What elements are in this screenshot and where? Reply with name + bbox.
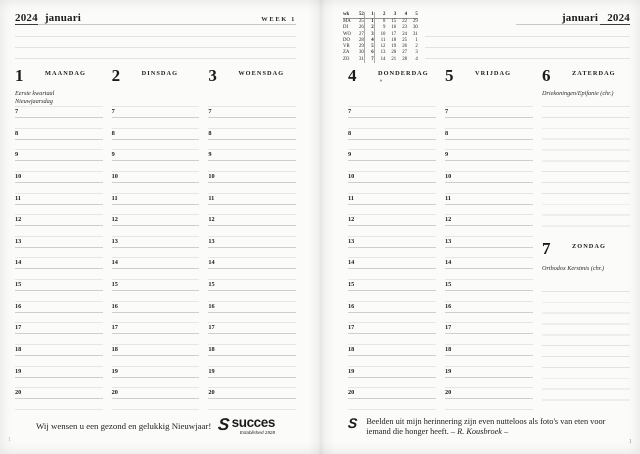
- hour-label: 17: [445, 324, 452, 332]
- day-column-vrijdag: [445, 66, 533, 410]
- hour-label: 15: [208, 281, 215, 289]
- month-label: januari: [44, 12, 82, 24]
- hour-row: [15, 367, 103, 389]
- hour-row: [445, 107, 533, 129]
- hour-label: 11: [445, 194, 451, 202]
- hour-row: [15, 150, 103, 172]
- hour-label: 11: [111, 194, 118, 202]
- hour-label: 20: [445, 389, 452, 397]
- hour-label: 19: [348, 367, 355, 375]
- holiday-notes: [542, 90, 630, 106]
- hour-row: [348, 215, 436, 237]
- sunday-header: [542, 234, 630, 281]
- mini-cal-current-week: 5: [364, 44, 375, 50]
- hour-row: [15, 194, 103, 216]
- hour-label: 12: [208, 216, 215, 224]
- hour-row: [15, 323, 103, 345]
- hour-row: [348, 107, 436, 129]
- hour-label: 19: [15, 367, 22, 375]
- hour-label: 13: [445, 237, 452, 245]
- holiday-notes: [542, 265, 630, 281]
- hour-row: [112, 172, 200, 194]
- page-number: 1: [8, 436, 12, 443]
- hour-row: [15, 258, 103, 280]
- hour-label: 8: [15, 129, 19, 137]
- right-page: [321, 0, 640, 454]
- day-name: ZATERDAG: [572, 70, 616, 77]
- mini-calendar-row: WO 27 3 10 17 24 31: [343, 31, 418, 37]
- hour-row: [15, 345, 103, 367]
- hour-row: [112, 129, 200, 151]
- mini-cal-current-week: 7: [364, 57, 375, 63]
- hour-row: [112, 367, 200, 389]
- day-number: 3: [208, 66, 217, 85]
- day-column-dinsdag: [112, 66, 200, 410]
- year-label: 2024: [15, 12, 38, 24]
- holiday-notes: [348, 90, 436, 106]
- hour-label: 12: [348, 216, 355, 224]
- quote-text: Beelden uit mijn herinnering zijn even nutteloos als foto's van eten voor iemand die honger heeft.: [366, 417, 606, 437]
- hour-label: 17: [111, 324, 118, 332]
- hour-row: [348, 258, 436, 280]
- hour-row: [112, 388, 200, 410]
- hour-label: 16: [348, 302, 355, 310]
- left-footer: [15, 417, 296, 435]
- hour-label: 18: [208, 346, 215, 354]
- hour-label: 7: [445, 108, 449, 115]
- mini-cal-day-label: DO: [343, 37, 350, 43]
- header-rule: [15, 24, 296, 25]
- mini-cal-day-label: DI: [343, 25, 349, 31]
- holiday-note: Eerste kwartaal: [15, 90, 55, 97]
- hour-row: [348, 323, 436, 345]
- hour-label: 11: [208, 194, 215, 202]
- hour-row: [445, 323, 533, 345]
- mini-cal-day-label: WO: [343, 31, 351, 37]
- hour-row: [208, 107, 296, 129]
- brand-name: succes: [231, 415, 275, 430]
- hour-row: [112, 194, 200, 216]
- holiday-note: Nieuwjaarsdag: [15, 97, 53, 105]
- hour-row: [112, 237, 200, 259]
- holiday-notes: [208, 90, 296, 106]
- hour-label: 18: [111, 346, 118, 354]
- week-label: WEEK 1: [261, 16, 296, 23]
- hour-label: 14: [445, 259, 452, 267]
- hour-row: [112, 280, 200, 302]
- hour-row: [208, 150, 296, 172]
- month-label: januari: [561, 12, 599, 24]
- hour-label: 18: [348, 346, 355, 354]
- right-day-grid: [348, 66, 630, 410]
- mini-cal-day-label: ZO: [343, 56, 350, 62]
- hour-label: 13: [111, 237, 118, 245]
- header-note-lines: [425, 26, 630, 60]
- hour-row: [348, 345, 436, 367]
- sunday-note-lines: [542, 281, 630, 410]
- hour-row: [15, 280, 103, 302]
- hour-row: [208, 172, 296, 194]
- hour-row: [15, 172, 103, 194]
- hour-row: [112, 215, 200, 237]
- holiday-notes: [112, 90, 200, 106]
- hour-label: 10: [445, 172, 452, 180]
- day-number: 4: [348, 66, 357, 85]
- hour-label: 11: [15, 194, 21, 202]
- day-number: 2: [111, 66, 121, 85]
- hour-row: [348, 194, 436, 216]
- hour-label: 9: [348, 151, 352, 159]
- mini-cal-current-week: 3: [364, 32, 375, 38]
- hour-row: [445, 258, 533, 280]
- hour-label: 9: [445, 151, 449, 159]
- day-name: WOENSDAG: [238, 70, 285, 77]
- saturday-note-lines: [542, 106, 630, 234]
- left-day-grid: [15, 66, 296, 410]
- hour-label: 9: [15, 151, 19, 159]
- hour-label: 19: [208, 367, 215, 375]
- hour-row: [348, 367, 436, 389]
- hour-row: [348, 172, 436, 194]
- hour-label: 16: [15, 302, 22, 310]
- year-underline: [600, 24, 630, 25]
- hour-label: 13: [15, 237, 22, 245]
- mini-cal-current-week: 1: [364, 19, 375, 25]
- mini-cal-current-week: 4: [364, 38, 375, 44]
- day-column-zaterdag-zondag: [542, 66, 630, 410]
- hour-label: 14: [111, 259, 118, 267]
- hour-row: [208, 388, 296, 410]
- hour-label: 12: [111, 216, 118, 224]
- day-column-maandag: [15, 66, 103, 410]
- hour-label: 20: [15, 389, 22, 397]
- hour-label: 10: [348, 172, 355, 180]
- hour-label: 18: [15, 346, 22, 354]
- hour-row: [15, 129, 103, 151]
- moon-phase-icon: ◑: [379, 79, 383, 84]
- hour-label: 10: [15, 172, 22, 180]
- hour-row: [112, 150, 200, 172]
- hour-label: 14: [348, 259, 355, 267]
- mini-calendar: [343, 12, 418, 63]
- hour-label: 14: [208, 259, 215, 267]
- mini-cal-day-label: wk: [343, 12, 350, 17]
- hour-label: 11: [348, 194, 354, 202]
- hour-row: [445, 237, 533, 259]
- hour-row: [445, 280, 533, 302]
- hour-row: [348, 388, 436, 410]
- hour-label: 20: [111, 389, 118, 397]
- mini-cal-current-week: 2: [364, 25, 375, 31]
- holiday-notes: [445, 90, 533, 106]
- day-number: 1: [15, 66, 24, 85]
- hour-row: [208, 258, 296, 280]
- hour-row: [208, 194, 296, 216]
- hour-row: [208, 367, 296, 389]
- hour-label: 20: [348, 389, 355, 397]
- mini-cal-day-label: MA: [343, 19, 351, 24]
- hour-label: 7: [208, 108, 212, 115]
- hour-row: [15, 237, 103, 259]
- hour-label: 15: [111, 281, 118, 289]
- footer-greeting: Wij wensen u een gezond en gelukkig Nieuwjaar!: [35, 421, 212, 431]
- hour-grid: [15, 106, 103, 410]
- hour-row: [445, 129, 533, 151]
- hour-row: [208, 323, 296, 345]
- hour-row: [15, 302, 103, 324]
- hour-label: 17: [15, 324, 22, 332]
- mini-cal-day-label: VR: [343, 44, 350, 50]
- hour-label: 15: [445, 281, 452, 289]
- hour-row: [348, 150, 436, 172]
- logo-s-icon: S: [347, 415, 359, 431]
- header-note-lines: [15, 26, 296, 60]
- quote-author: – R. Kousbroek –: [450, 427, 509, 437]
- hour-row: [208, 215, 296, 237]
- hour-label: 13: [348, 237, 355, 245]
- hour-row: [15, 388, 103, 410]
- hour-label: 7: [111, 108, 115, 115]
- hour-label: 15: [348, 281, 355, 289]
- hour-grid: [348, 106, 436, 410]
- hour-row: [15, 215, 103, 237]
- hour-row: [208, 345, 296, 367]
- hour-label: 8: [208, 129, 212, 137]
- hour-row: [208, 129, 296, 151]
- hour-row: [112, 302, 200, 324]
- year-label: 2024: [607, 12, 630, 24]
- hour-row: [208, 237, 296, 259]
- hour-label: 17: [208, 324, 215, 332]
- hour-label: 10: [111, 172, 118, 180]
- hour-label: 7: [15, 108, 19, 115]
- hour-row: [112, 258, 200, 280]
- hour-row: [445, 215, 533, 237]
- hour-grid: [112, 106, 200, 410]
- hour-label: 16: [445, 302, 452, 310]
- succes-logo: [218, 417, 275, 435]
- hour-row: [445, 345, 533, 367]
- hour-row: [348, 280, 436, 302]
- hour-row: [208, 302, 296, 324]
- hour-label: 13: [208, 237, 215, 245]
- hour-row: [445, 150, 533, 172]
- hour-grid: [208, 106, 296, 410]
- hour-row: [112, 107, 200, 129]
- hour-row: [112, 323, 200, 345]
- hour-grid: [445, 106, 533, 410]
- holiday-notes: [15, 90, 103, 106]
- hour-label: 17: [348, 324, 355, 332]
- right-footer: [348, 417, 630, 437]
- day-column-donderdag: [348, 66, 436, 410]
- hour-row: [348, 129, 436, 151]
- hour-label: 20: [208, 389, 215, 397]
- day-name: ZONDAG: [572, 243, 606, 250]
- mini-cal-day-label: ZA: [343, 50, 350, 56]
- hour-row: [445, 367, 533, 389]
- hour-row: [348, 237, 436, 259]
- hour-label: 12: [445, 216, 452, 224]
- hour-row: [15, 107, 103, 129]
- hour-row: [445, 194, 533, 216]
- mini-calendar-row: ZA 30 6 13 20 27 3: [343, 50, 418, 56]
- hour-label: 19: [111, 367, 118, 375]
- hour-row: [445, 388, 533, 410]
- day-number: 6: [542, 66, 551, 85]
- hour-row: [208, 280, 296, 302]
- day-column-woensdag: [208, 66, 296, 410]
- hour-label: 18: [445, 346, 452, 354]
- hour-label: 9: [111, 151, 115, 159]
- header-rule: [516, 24, 630, 25]
- left-page: [0, 0, 319, 454]
- hour-label: 16: [111, 302, 118, 310]
- hour-label: 7: [348, 108, 352, 115]
- hour-row: [445, 302, 533, 324]
- hour-label: 9: [208, 151, 212, 159]
- mini-calendar-row: MA 25 1 8 15 22 29: [343, 19, 418, 24]
- day-name: DINSDAG: [141, 70, 179, 77]
- mini-calendar-row: VR 29 5 12 19 26 2: [343, 44, 418, 50]
- mini-cal-current-week: 1: [364, 12, 375, 18]
- holiday-note: Driekoningen/Epifanie (chr.): [542, 90, 614, 97]
- quote: [366, 417, 630, 437]
- day-number: 5: [445, 66, 454, 85]
- mini-calendar-row: DI 26 2 9 16 23 30: [343, 25, 418, 31]
- hour-label: 10: [208, 172, 215, 180]
- mini-calendar-row: ZO 31 7 14 21 28 4: [343, 56, 418, 62]
- mini-calendar-row: DO 28 4 11 18 25 1: [343, 37, 418, 43]
- hour-label: 19: [445, 367, 452, 375]
- day-name: MAANDAG: [45, 70, 86, 77]
- holiday-note: Orthodox Kerstmis (chr.): [542, 265, 605, 272]
- mini-cal-current-week: 6: [364, 50, 375, 56]
- hour-row: [348, 302, 436, 324]
- year-underline: [15, 24, 38, 25]
- day-name: VRIJDAG: [475, 70, 512, 77]
- day-number: 7: [542, 239, 551, 258]
- hour-row: [112, 345, 200, 367]
- logo-s-icon: S: [217, 415, 231, 434]
- brand-tagline: Established 1928: [239, 430, 275, 435]
- day-name: DONDERDAG: [378, 70, 429, 77]
- hour-row: [445, 172, 533, 194]
- mini-calendar-row: wk 52 1 2 3 4 5: [343, 12, 418, 17]
- hour-label: 16: [208, 302, 215, 310]
- hour-label: 12: [15, 216, 22, 224]
- hour-label: 8: [445, 129, 449, 137]
- hour-label: 15: [15, 281, 22, 289]
- hour-label: 8: [111, 129, 115, 137]
- hour-label: 14: [15, 259, 22, 267]
- page-number: 1: [628, 438, 632, 445]
- hour-label: 8: [348, 129, 352, 137]
